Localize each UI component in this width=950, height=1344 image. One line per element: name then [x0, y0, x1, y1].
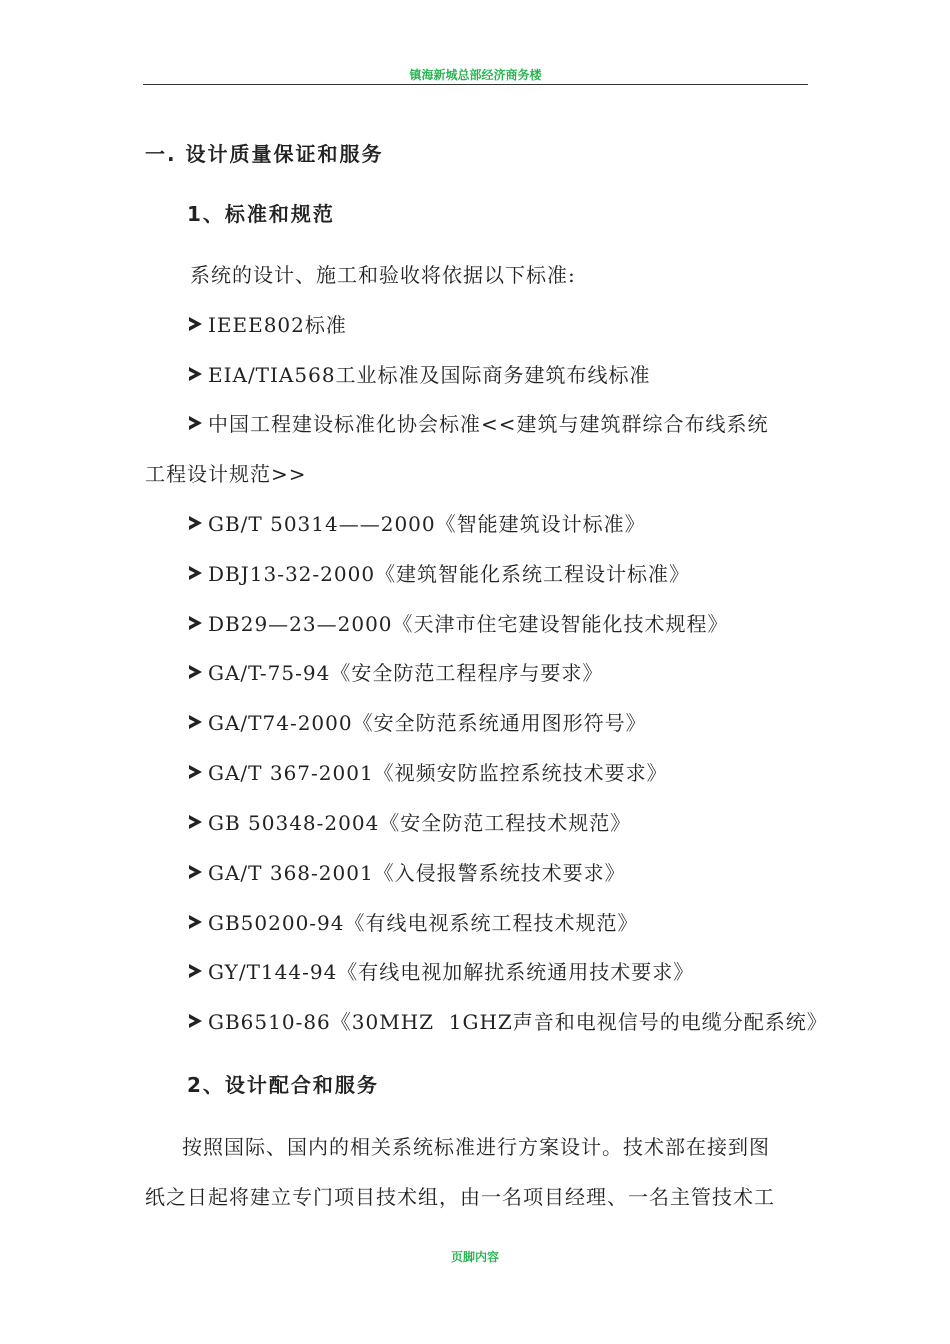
- paragraph-line: 纸之日起将建立专门项目技术组，由一名项目经理、一名主管技术工: [145, 1185, 775, 1209]
- arrow-bullet-icon: [189, 815, 202, 829]
- list-item-text: GB/T 50314——2000《智能建筑设计标准》: [208, 512, 646, 536]
- list-item-text: GB 50348-2004《安全防范工程技术规范》: [208, 811, 632, 835]
- arrow-bullet-icon: [189, 765, 202, 779]
- list-item-text: DB29—23—2000《天津市住宅建设智能化技术规程》: [208, 612, 729, 636]
- arrow-bullet-icon: [189, 416, 202, 430]
- list-item-continuation: 工程设计规范>>: [145, 462, 307, 486]
- arrow-bullet-icon: [189, 1014, 202, 1028]
- arrow-bullet-icon: [189, 915, 202, 929]
- header-text: 镇海新城总部经济商务楼: [409, 68, 542, 82]
- list-item-text: GA/T 367-2001《视频安防监控系统技术要求》: [208, 761, 668, 785]
- arrow-bullet-icon: [189, 665, 202, 679]
- list-item-text: GA/T74-2000《安全防范系统通用图形符号》: [208, 711, 647, 735]
- list-item: [189, 956, 694, 985]
- paragraph-line: 按照国际、国内的相关系统标准进行方案设计。技术部在接到图: [182, 1135, 770, 1159]
- arrow-bullet-icon: [189, 865, 202, 879]
- subsection-title-standards: 1、标准和规范: [187, 202, 335, 226]
- list-item-text: GY/T144-94《有线电视加解扰系统通用技术要求》: [208, 960, 695, 984]
- list-item-text: GA/T 368-2001《入侵报警系统技术要求》: [208, 861, 626, 885]
- list-item-text: IEEE802标准: [208, 313, 347, 337]
- arrow-bullet-icon: [189, 616, 202, 630]
- list-item: [189, 757, 668, 786]
- arrow-bullet-icon: [189, 566, 202, 580]
- list-item-text: GB50200-94《有线电视系统工程技术规范》: [208, 911, 639, 935]
- list-item: [189, 508, 646, 537]
- list-item: [189, 907, 639, 936]
- list-item: [189, 309, 347, 338]
- list-item: [189, 857, 626, 886]
- list-item-text: GA/T-75-94《安全防范工程程序与要求》: [208, 661, 604, 685]
- standards-intro: 系统的设计、施工和验收将依据以下标准:: [190, 263, 576, 287]
- arrow-bullet-icon: [189, 317, 202, 331]
- page-footer: [0, 1248, 950, 1265]
- list-item: [189, 707, 647, 736]
- list-item-text: DBJ13-32-2000《建筑智能化系统工程设计标准》: [208, 562, 691, 586]
- list-item-text: GB6510-86《30MHZ 1GHZ声音和电视信号的电缆分配系统》: [208, 1010, 828, 1034]
- page-header: [143, 64, 808, 85]
- list-item: [189, 408, 769, 437]
- arrow-bullet-icon: [189, 516, 202, 530]
- arrow-bullet-icon: [189, 964, 202, 978]
- list-item-text: EIA/TIA568工业标准及国际商务建筑布线标准: [208, 363, 651, 387]
- footer-text: 页脚内容: [450, 1250, 499, 1264]
- list-item-text: 中国工程建设标准化协会标准<<建筑与建筑群综合布线系统: [208, 412, 769, 436]
- section-title: 一. 设计质量保证和服务: [145, 142, 384, 166]
- list-item: [189, 558, 690, 587]
- arrow-bullet-icon: [189, 367, 202, 381]
- list-item: [189, 807, 631, 836]
- subsection-title-service: 2、设计配合和服务: [187, 1073, 379, 1097]
- list-item: [189, 1006, 828, 1035]
- list-item: [189, 657, 603, 686]
- list-item: [189, 359, 651, 388]
- arrow-bullet-icon: [189, 715, 202, 729]
- list-item: [189, 608, 729, 637]
